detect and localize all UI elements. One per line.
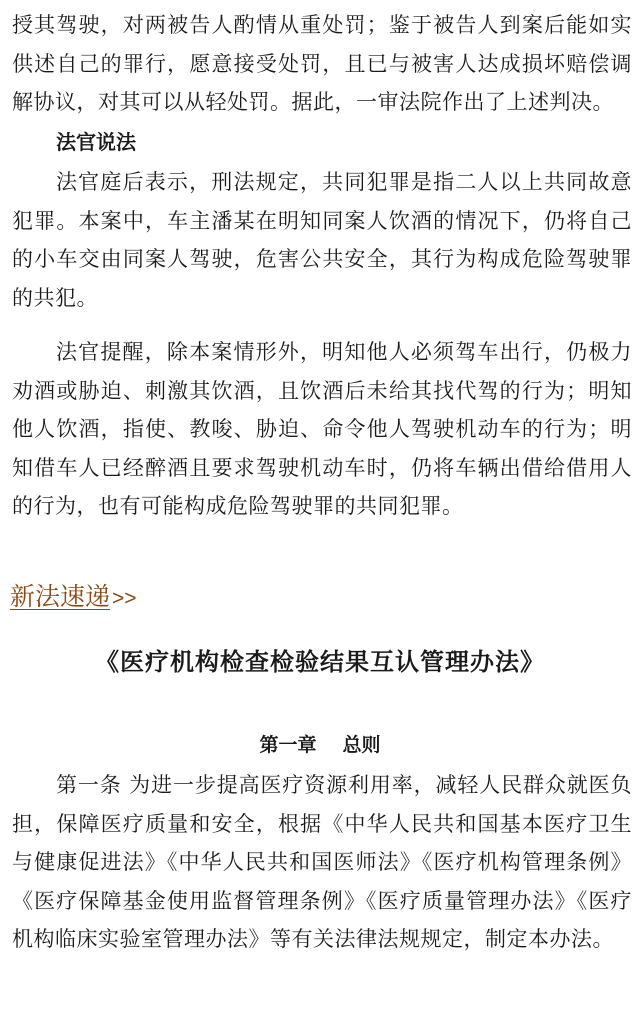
regulation-article-1: 第一条 为进一步提高医疗资源利用率，减轻人民群众就医负担，保障医疗质量和安全，根据《中华人民共和国基本医疗卫生与健康促进法》《中华人民共和国医师法》《医疗机构管理条例》《医疗保障基金使用监督管理条例》《医疗质量管理办法》《医疗机构临床实验室管理办法》等有关法律法规规定，制定本办法。 [12,773,632,951]
judge-commentary-heading: 法官说法 [56,130,136,154]
judge-commentary-paragraph-2: 法官提醒，除本案情形外，明知他人必须驾车出行，仍极力劝酒或胁迫、刺激其饮酒，且饮酒后未给其找代驾的行为；明知他人饮酒，指使、教唆、胁迫、命令他人驾驶机动车的行为；明知借车人已经醉酒且要求驾驶机动车时，仍将车辆出借给借用人的行为，也有可能构成危险驾驶罪的共同犯罪。 [12,340,632,518]
new-law-section-link[interactable] [10,580,137,616]
new-law-section-label: 新法速递 [10,583,111,611]
judge-commentary-paragraph-1: 法官庭后表示，刑法规定，共同犯罪是指二人以上共同故意犯罪。本案中，车主潘某在明知同案人饮酒的情况下，仍将自己的小车交由同案人驾驶，危害公共安全，其行为构成危险驾驶罪的共犯。 [12,170,632,310]
chapter-number: 第一章 [259,734,317,756]
double-chevron-right-icon: >> [112,587,137,610]
chapter-name: 总则 [342,734,381,756]
judgment-paragraph: 授其驾驶，对两被告人酌情从重处罚；鉴于被告人到案后能如实供述自己的罪行，愿意接受处罚，且已与被害人达成损坏赔偿调解协议，对其可以从轻处罚。据此，一审法院作出了上述判决。 [12,13,632,114]
chapter-heading [0,731,640,759]
regulation-title: 《医疗机构检查检验结果互认管理办法》 [95,648,545,676]
